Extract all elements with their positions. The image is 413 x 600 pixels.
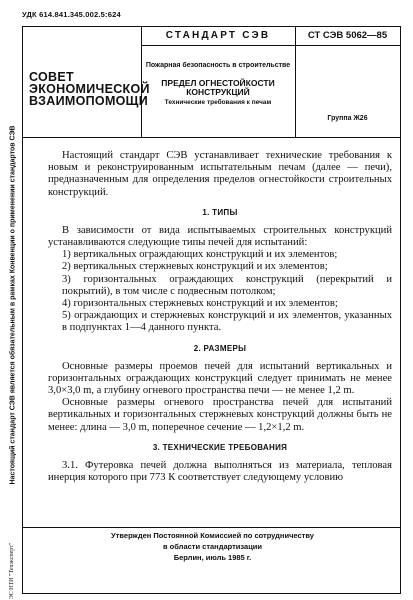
list-item: 2) вертикальных стержневых конструкций и их элементов;	[62, 261, 328, 273]
section-1-paragraph: В зависимости от вида испытываемых строительных конструкций устанавливаются следующие типы печей для испытаний:	[48, 224, 392, 249]
title-line-3: Технические требования к печам	[164, 99, 272, 106]
stamp-text: ЭС НТИ "Техэксперт"	[9, 542, 15, 600]
margin-note-text: Настоящий стандарт СЭВ является обязательным в рамках Конвенции о применении стандартов СЭВ	[9, 125, 17, 485]
document-body	[48, 150, 392, 484]
publisher-stamp	[5, 542, 19, 600]
approval-line-3: Берлин, июль 1985 г.	[173, 553, 252, 562]
udk-code: УДК 614.841.345.002.5:624	[22, 10, 121, 19]
list-item: 5) ограждающих и стержневых конструкций и их элементов, указанных в подпунктах 1—4 данного пункта.	[62, 310, 392, 334]
section-2-heading: 2. РАЗМЕРЫ	[193, 343, 247, 353]
title-line-2: ПРЕДЕЛ ОГНЕСТОЙКОСТИ КОНСТРУКЦИЙ	[161, 78, 275, 97]
group-code: Группа Ж26	[327, 115, 368, 122]
approval-footer	[22, 528, 401, 594]
approval-line-2: в области стандартизации	[162, 542, 263, 551]
document-header	[22, 26, 401, 138]
list-item: 4) горизонтальных стержневых конструкций и их элементов;	[62, 298, 338, 310]
organization-name: СОВЕТ ЭКОНОМИЧЕСКОЙ ВЗАИМОПОМОЩИ	[29, 70, 150, 108]
approval-line-1: Утвержден Постоянной Комиссией по сотрудничеству	[111, 531, 314, 540]
margin-note	[6, 70, 20, 540]
title-cell	[141, 27, 296, 137]
section-3-heading: 3. ТЕХНИЧЕСКИЕ ТРЕБОВАНИЯ	[152, 442, 288, 452]
section-1-heading: 1. ТИПЫ	[202, 207, 238, 217]
number-cell	[295, 27, 400, 137]
list-item: 1) вертикальных ограждающих конструкций и их элементов;	[62, 249, 338, 261]
intro-paragraph: Настоящий стандарт СЭВ устанавливает технические требования к новым и реконструированным испытательным печам (далее — печи), предназначенным для определения пределов огнестойкости строительных конструкций.	[48, 150, 392, 198]
section-2-paragraph-2: Основные размеры огневого пространства печей для испытаний вертикальных и горизонтальных стержневых конструкций должны быть не менее: длина — 3,0 m, поперечное сечение — 1,2×1,2 m.	[48, 397, 392, 433]
title-line-1: Пожарная безопасность в строительстве	[145, 62, 291, 69]
approval-text	[23, 530, 402, 563]
organization-cell	[23, 27, 150, 137]
section-2-paragraph-1: Основные размеры проемов печей для испытаний вертикальных и горизонтальных ограждающих конструкций следует принимать не менее 3,0×3,0 m, а глубину огневого пространства печи — не менее 1,2 m.	[48, 360, 392, 397]
standard-number: СТ СЭВ 5062—85	[295, 27, 400, 46]
standard-title: СТАНДАРТ СЭВ	[141, 27, 295, 46]
list-item: 3) горизонтальных ограждающих конструкций (перекрытий и покрытий), в том числе с подвесным потолком;	[62, 273, 392, 297]
section-3-paragraph-1: 3.1. Футеровка печей должна выполняться из материала, тепловая инерция которого при 773 К соответствует следующему условию	[48, 459, 392, 484]
